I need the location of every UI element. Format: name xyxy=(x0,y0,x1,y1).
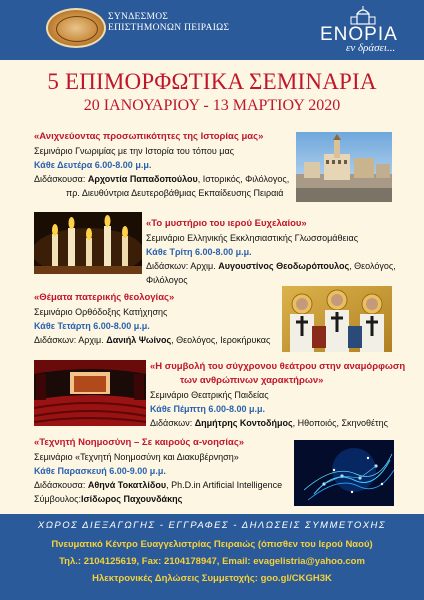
seminar-subtitle: Σεμινάριο Θεατρικής Παιδείας xyxy=(150,390,269,400)
seminar-subtitle: Σεμινάριο Ορθόδοξης Κατήχησης xyxy=(34,307,168,317)
main-title: 5 ΕΠΙΜΟΡΦΩΤΙΚΑ ΣΕΜΙΝΑΡΙΑ xyxy=(47,69,377,94)
seminar-title: «Θέματα πατερικής θεολογίας» xyxy=(34,292,175,303)
footer-online-registration: Ηλεκτρονικές Δηλώσεις Συμμετοχής: goo.gl/CKGH3K xyxy=(92,573,332,584)
seminar-schedule: Κάθε Παρασκευή 6.00-9.00 μ.μ. xyxy=(34,466,166,476)
seminar-subtitle: Σεμινάριο Γνωριμίας με την Ιστορία του τόπου μας xyxy=(34,146,235,156)
seminar-schedule: Κάθε Τετάρτη 6.00-8.00 μ.μ. xyxy=(34,321,150,331)
seminar-title: «Το μυστήριο του ιερού Ευχελαίου» xyxy=(146,218,307,229)
seminar-teacher: Διδάσκων: Αρχιμ. Αυγουστίνος Θεοδωρόπουλος, Θεολόγος, Φιλόλογος xyxy=(146,261,396,285)
seminar-3 xyxy=(34,291,294,347)
footer-bar xyxy=(0,514,424,600)
seminar-schedule: Κάθε Πέμπτη 6.00-8.00 μ.μ. xyxy=(150,404,265,414)
association-name-line2: ΕΠΙΣΤΗΜΟΝΩΝ ΠΕΙΡΑΙΩΣ xyxy=(108,23,230,33)
seminar-schedule: Κάθε Δευτέρα 6.00-8.00 μ.μ. xyxy=(34,160,152,170)
seminar-title-line2: των ανθρώπινων χαρακτήρων» xyxy=(180,375,324,386)
footer-contact: Τηλ.: 2104125619, Fax: 2104178947, Email: evagelistria@yahoo.com xyxy=(59,556,365,567)
seminar-title: «Ανιχνεύοντας προσωπικότητες της Ιστορίας μας» xyxy=(34,131,264,142)
seminar-5 xyxy=(34,436,304,506)
seminar-teacher-info: πρ. Διευθύντρια Δευτεροβάθμιας Εκπαίδευσης Πειραιά xyxy=(66,188,284,198)
seminar-2 xyxy=(146,217,416,287)
parish-logo xyxy=(306,6,402,56)
seminar-subtitle: Σεμινάριο Ελληνικής Εκκλησιαστικής Γλωσσομάθειας xyxy=(146,233,359,243)
seminar-advisor: Σύμβουλος:Ισίδωρος Παχουνδάκης xyxy=(34,494,183,504)
parish-slogan: εν δράσει... xyxy=(346,42,396,54)
seminar-teacher: Διδάσκων: Αρχιμ. Δανιήλ Ψωίνος, Θεολόγος, Ιεροκήρυκας xyxy=(34,335,271,345)
association-name-line1: ΣΥΝΔΕΣΜΟΣ xyxy=(108,12,169,22)
image-artificial-intelligence xyxy=(294,440,394,506)
church-icon xyxy=(348,6,378,26)
header-bar xyxy=(0,0,424,60)
seminar-teacher: Διδάσκων: Δημήτρης Κοντοδήμος, Ηθοποιός, Σκηνοθέτης xyxy=(150,418,388,428)
main-dates: 20 ΙΑΝΟΥΑΡΙΟΥ - 13 ΜΑΡΤΙΟΥ 2020 xyxy=(83,97,341,114)
association-name xyxy=(108,12,229,34)
photo-candles xyxy=(34,212,142,274)
seminar-teacher: Διδάσκουσα: Αθηνά Τοκατλίδου, Ph.D.in Artificial Intelligence xyxy=(34,480,283,490)
seminar-subtitle: Σεμινάριο «Τεχνητή Νοημοσύνη και Διακυβέρνηση» xyxy=(34,452,239,462)
parish-name: ΕΝΟΡΙΑ xyxy=(320,24,398,45)
association-seal-logo xyxy=(46,8,106,48)
seminar-title: «Η συμβολή του σύγχρονου θεάτρου στην αναμόρφωση xyxy=(150,361,406,372)
footer-venue: Πνευματικό Κέντρο Ευαγγελιστρίας Πειραιώς (όπισθεν του Ιερού Ναού) xyxy=(51,539,373,550)
photo-theatre xyxy=(34,360,146,426)
seminar-title: «Τεχνητή Νοημοσύνη – Σε καιρούς α-νοησίας» xyxy=(34,437,245,448)
seminar-schedule: Κάθε Τρίτη 6.00-8.00 μ.μ. xyxy=(146,247,252,257)
icon-church-fathers xyxy=(282,286,392,352)
seminar-4 xyxy=(150,360,418,430)
seminar-teacher: Διδάσκουσα: Αρχοντία Παπαδοπούλου, Ιστορικός, Φιλόλογος, xyxy=(34,174,290,184)
photo-piraeus-town-hall xyxy=(296,132,392,202)
seminar-1 xyxy=(34,130,334,200)
footer-heading: ΧΩΡΟΣ ΔΙΕΞΑΓΩΓΗΣ - ΕΓΓΡΑΦΕΣ - ΔΗΛΩΣΕΙΣ ΣΥΜΜΕΤΟΧΗΣ xyxy=(37,520,387,531)
